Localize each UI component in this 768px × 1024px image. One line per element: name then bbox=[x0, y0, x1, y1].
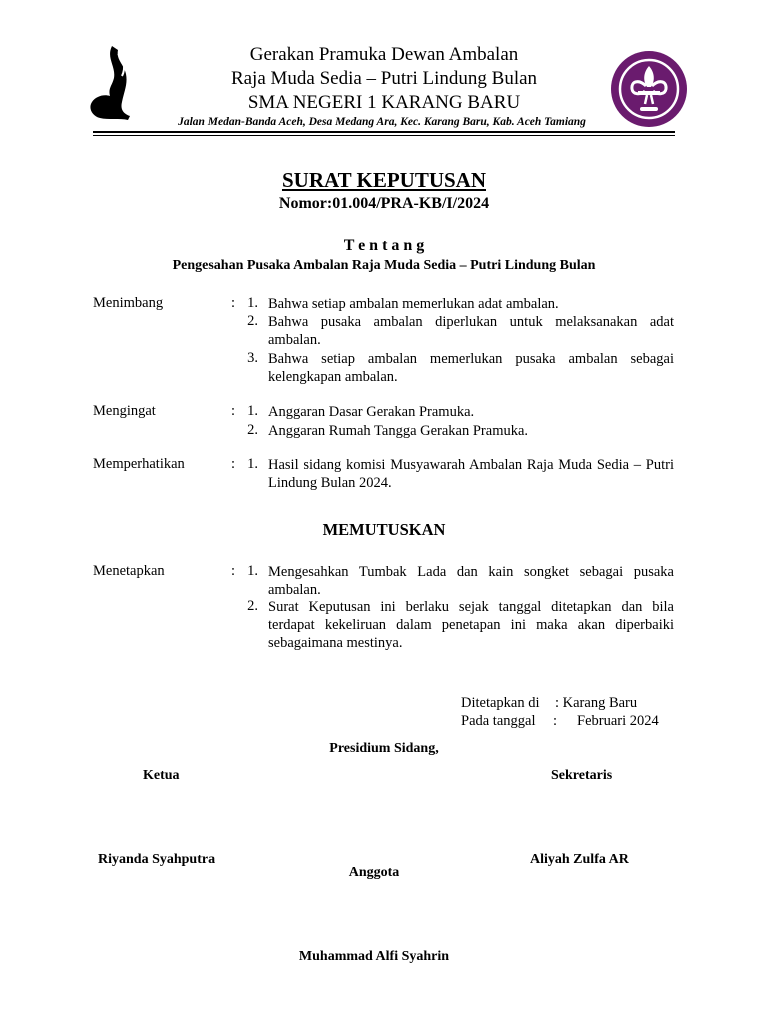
ketua-name: Riyanda Syahputra bbox=[98, 852, 216, 867]
header-divider-thick bbox=[93, 131, 675, 133]
document-title: SURAT KEPUTUSAN bbox=[281, 168, 486, 192]
menetapkan-label: Menetapkan bbox=[93, 563, 165, 579]
mengingat-label: Mengingat bbox=[93, 403, 156, 419]
menetapkan-colon: : bbox=[231, 563, 236, 579]
mengingat-num-1: 1. bbox=[247, 403, 258, 419]
tanggal-label: Pada tanggal bbox=[461, 713, 536, 729]
document-subject: Pengesahan Pusaka Ambalan Raja Muda Sedia – Putri Lindung Bulan bbox=[172, 258, 596, 273]
menetapkan-item-2: Surat Keputusan ini berlaku sejak tanggal ditetapkan dan bila terdapat kekeliruan dalam penetapan ini maka akan diperbaiki sebagaimana mestinya. bbox=[268, 599, 674, 651]
menimbang-item-2: Bahwa pusaka ambalan diperlukan untuk melaksanakan adat ambalan. bbox=[268, 314, 674, 348]
menimbang-label: Menimbang bbox=[93, 295, 164, 311]
org-name: Gerakan Pramuka Dewan Ambalan bbox=[249, 44, 519, 65]
scout-emblem-logo bbox=[609, 49, 689, 129]
presidium-heading: Presidium Sidang, bbox=[329, 741, 439, 756]
ditetapkan-value: : Karang Baru bbox=[555, 695, 638, 711]
memperhatikan-label: Memperhatikan bbox=[93, 456, 185, 472]
header-divider-thin bbox=[93, 135, 675, 136]
menimbang-item-1: Bahwa setiap ambalan memerlukan adat ambalan. bbox=[268, 296, 559, 312]
ditetapkan-label: Ditetapkan di bbox=[461, 695, 540, 711]
memperhatikan-item-1: Hasil sidang komisi Musyawarah Ambalan Raja Muda Sedia – Putri Lindung Bulan 2024. bbox=[268, 457, 674, 491]
mengingat-colon: : bbox=[231, 403, 236, 419]
memutuskan-heading: MEMUTUSKAN bbox=[322, 520, 446, 539]
address: Jalan Medan-Banda Aceh, Desa Medang Ara, Kec. Karang Baru, Kab. Aceh Tamiang bbox=[178, 116, 586, 128]
menetapkan-item-1: Mengesahkan Tumbak Lada dan kain songket sebagai pusaka ambalan. bbox=[268, 564, 674, 598]
menimbang-num-2: 2. bbox=[247, 313, 258, 329]
menetapkan-num-1: 1. bbox=[247, 563, 258, 579]
sekretaris-name: Aliyah Zulfa AR bbox=[530, 852, 629, 867]
menetapkan-num-2: 2. bbox=[247, 598, 258, 614]
document-number: Nomor:01.004/PRA-KB/I/2024 bbox=[278, 195, 490, 212]
anggota-title: Anggota bbox=[348, 865, 400, 880]
mengingat-num-2: 2. bbox=[247, 422, 258, 438]
tentang-heading: T e n t a n g bbox=[343, 237, 425, 254]
ketua-title: Ketua bbox=[143, 768, 180, 783]
memperhatikan-num-1: 1. bbox=[247, 456, 258, 472]
menimbang-colon: : bbox=[231, 295, 236, 311]
tunas-kelapa-logo bbox=[86, 44, 136, 124]
school-name: SMA NEGERI 1 KARANG BARU bbox=[247, 92, 521, 113]
ambalan-name: Raja Muda Sedia – Putri Lindung Bulan bbox=[230, 68, 538, 89]
menimbang-item-3: Bahwa setiap ambalan memerlukan pusaka ambalan sebagai kelengkapan ambalan. bbox=[268, 351, 674, 385]
sekretaris-title: Sekretaris bbox=[551, 768, 613, 783]
tanggal-colon: : bbox=[553, 713, 558, 729]
menimbang-num-1: 1. bbox=[247, 295, 258, 311]
memperhatikan-colon: : bbox=[231, 456, 236, 472]
tanggal-value: Februari 2024 bbox=[577, 713, 659, 729]
menimbang-num-3: 3. bbox=[247, 350, 258, 366]
mengingat-item-1: Anggaran Dasar Gerakan Pramuka. bbox=[268, 404, 475, 420]
anggota-name: Muhammad Alfi Syahrin bbox=[298, 949, 450, 964]
mengingat-item-2: Anggaran Rumah Tangga Gerakan Pramuka. bbox=[268, 423, 529, 439]
